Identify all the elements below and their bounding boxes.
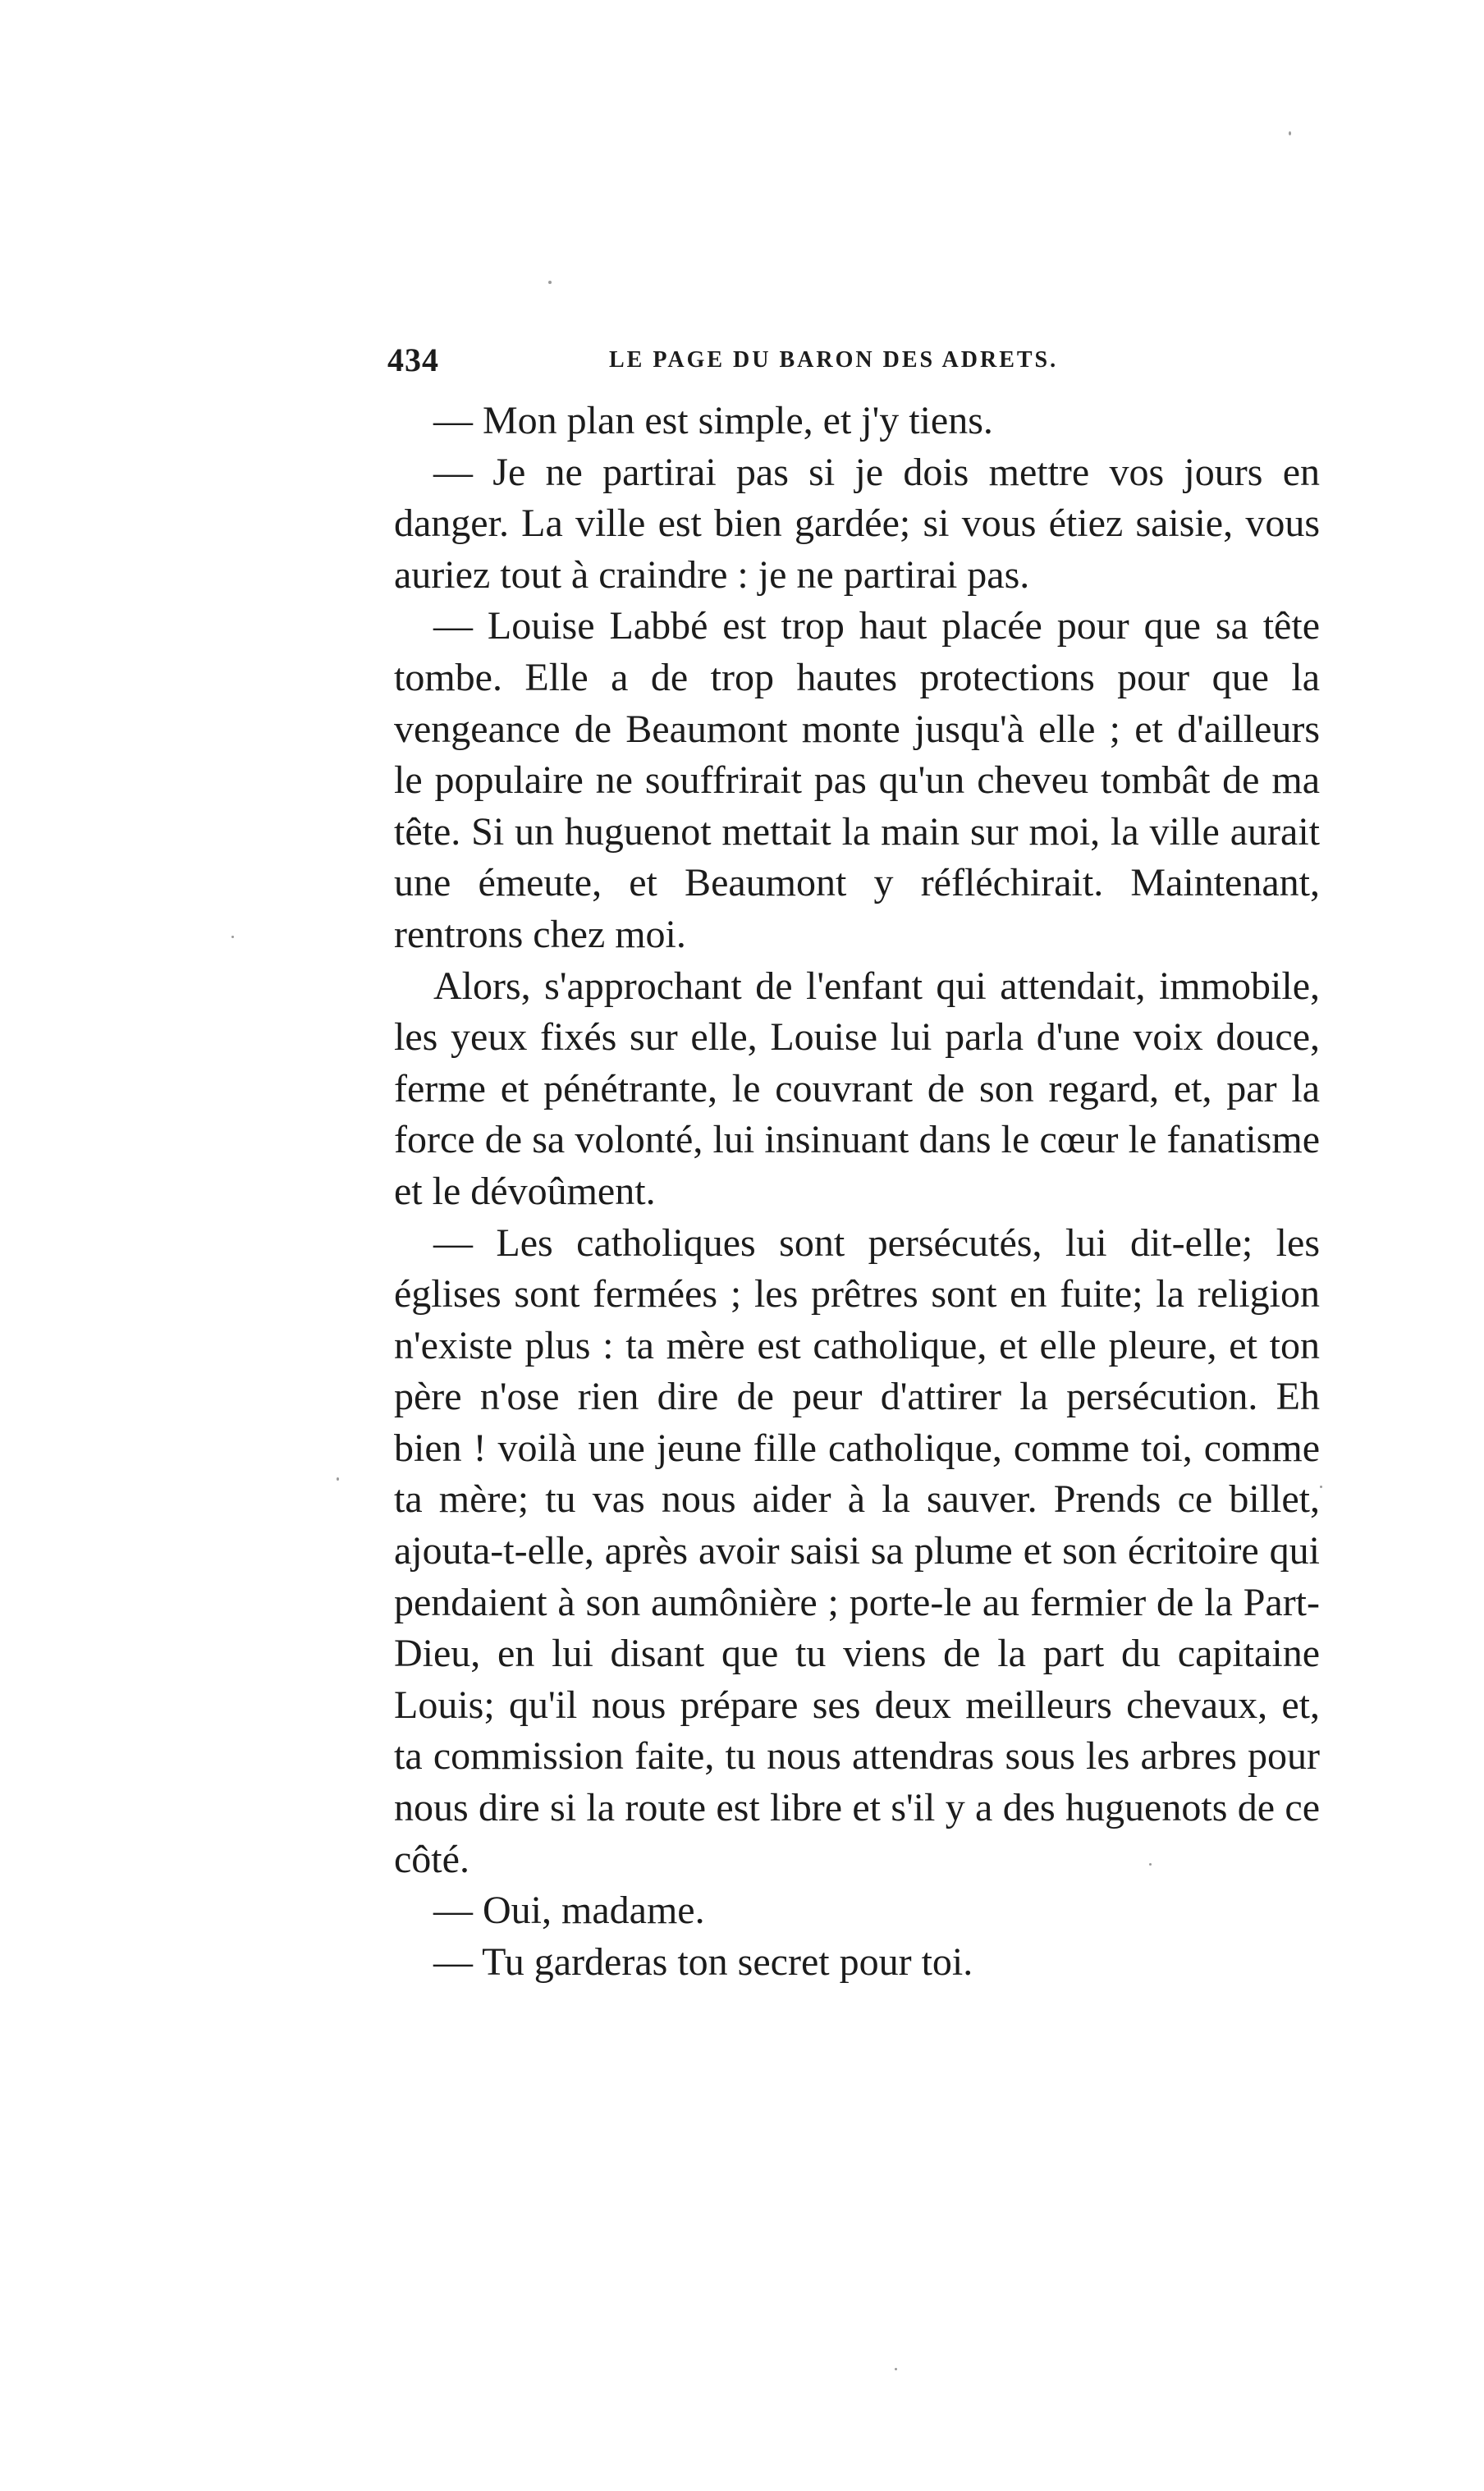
body-text <box>394 396 1320 1988</box>
paper-speck <box>1289 131 1291 135</box>
dialogue-line: — Tu garderas ton secret pour toi. <box>433 1939 973 1984</box>
dialogue-line: — Je ne partirai pas si je dois mettre vos jours en danger. La ville est bien gardée; si vous étiez saisie, vous auriez tout à craindre : je ne partirai pas. <box>394 450 1320 597</box>
page-header <box>387 341 1320 382</box>
paper-speck <box>1320 1486 1322 1488</box>
dialogue-line: — Les catholiques sont persécutés, lui dit-elle; les églises sont fermées ; les prêtres sont en fuite; la religion n'existe plus : ta mère est catholique, et elle pleure, et ton père n'ose rien dire de peur d'attirer la persécution. Eh bien ! voilà une jeune fille catholique, comme toi, comme ta mère; tu vas nous aider à la sauver. Prends ce billet, ajouta-t-elle, après avoir saisi sa plume et son écritoire qui pendaient à son aumônière ; porte-le au fermier de la Part-Dieu, en lui disant que tu viens de la part du capitaine Louis; qu'il nous prépare ses deux meilleurs chevaux, et, ta commission faite, tu nous attendras sous les arbres pour nous dire si la route est libre et s'il y a des huguenots de ce côté. <box>394 1220 1320 1881</box>
paper-speck <box>548 281 552 284</box>
dialogue-line: — Oui, madame. <box>433 1889 705 1933</box>
narrative-paragraph: Alors, s'approchant de l'enfant qui attendait, immobile, les yeux fixés sur elle, Louise lui parla d'une voix douce, ferme et pénétrante, le couvrant de son regard, et, par la force de sa volonté, lui insinuant dans le cœur le fanatisme et le dévoûment. <box>394 964 1320 1213</box>
running-title: LE PAGE DU BARON DES ADRETS. <box>609 347 1059 373</box>
dialogue-line: — Louise Labbé est trop haut placée pour que sa tête tombe. Elle a de trop hautes protections pour que la vengeance de Beaumont monte jusqu'à elle ; et d'ailleurs le populaire ne souffrirait pas qu'un cheveu tombât de ma tête. Si un huguenot mettait la main sur moi, la ville aurait une émeute, et Beaumont y réfléchirait. Maintenant, rentrons chez moi. <box>394 604 1320 956</box>
paper-speck <box>231 936 234 938</box>
paper-speck <box>337 1477 339 1481</box>
paper-speck <box>895 2368 897 2370</box>
dialogue-line: — Mon plan est simple, et j'y tiens. <box>433 399 993 442</box>
page-number: 434 <box>387 341 439 378</box>
